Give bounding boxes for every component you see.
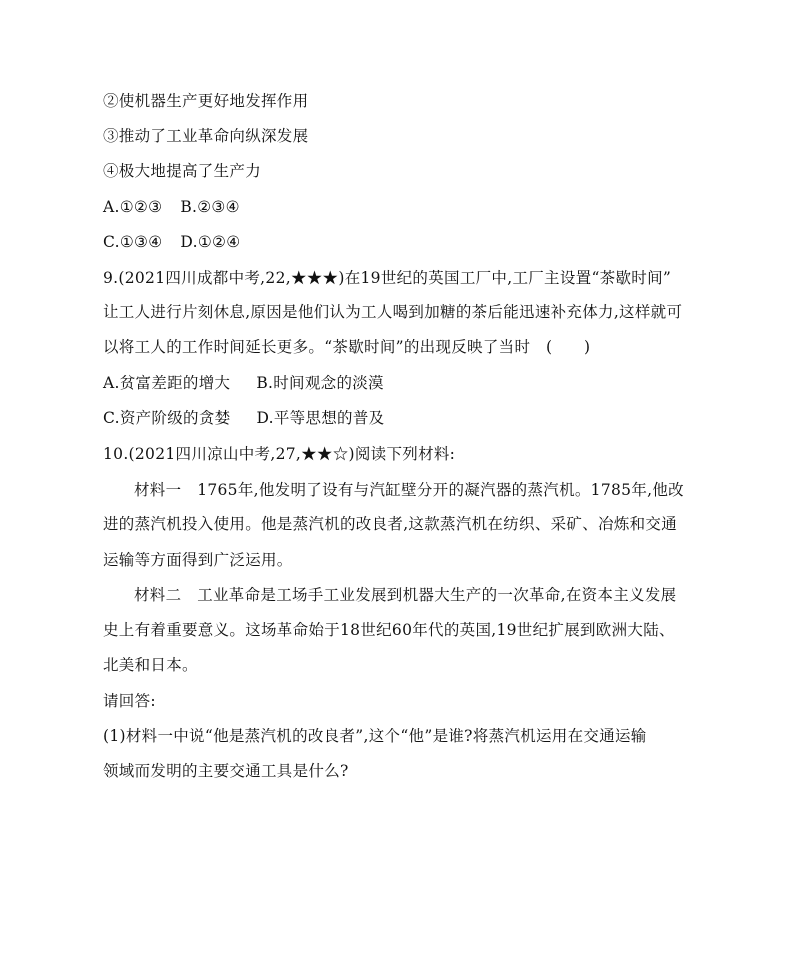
choice-row-ab [103, 197, 703, 217]
option-line-2 [103, 91, 703, 111]
question-10-heading [103, 444, 703, 464]
prompt-text: 请回答: [103, 692, 156, 710]
material-2-line-3 [103, 655, 703, 675]
question-text: 让工人进行片刻休息,原因是他们认为工人喝到加糖的茶后能迅速补充体力,这样就可 [103, 303, 683, 321]
option-line-3 [103, 126, 703, 146]
material-2-line-1 [134, 585, 734, 605]
option-text: ③推动了工业革命向纵深发展 [103, 127, 309, 145]
material-1-line-3 [103, 550, 703, 570]
sub-question-1-line-2 [103, 761, 703, 781]
material-text: 北美和日本。 [103, 656, 198, 674]
choice-d: D.①②④ [180, 233, 241, 251]
q9-choice-a: A.贫富差距的增大 [103, 374, 231, 392]
sub-question-1-line-1 [103, 726, 703, 746]
choice-b: B.②③④ [180, 198, 240, 216]
question-text: (1)材料一中说“他是蒸汽机的改良者”,这个“他”是谁?将蒸汽机运用在交通运输 [103, 727, 647, 745]
q9-choice-c: C.资产阶级的贪婪 [103, 409, 231, 427]
question-9-line-1 [103, 268, 703, 288]
choice-a: A.①②③ [103, 198, 163, 216]
q9-choice-row-cd [103, 408, 703, 428]
question-9-line-3 [103, 337, 703, 357]
material-text: 进的蒸汽机投入使用。他是蒸汽机的改良者,这款蒸汽机在纺织、采矿、冶炼和交通 [103, 515, 678, 533]
material-2-line-2 [103, 620, 703, 640]
material-text: 材料一 1765年,他发明了设有与汽缸壁分开的凝汽器的蒸汽机。1785年,他改 [134, 481, 684, 499]
option-text: ④极大地提高了生产力 [103, 162, 262, 180]
choice-c: C.①③④ [103, 233, 163, 251]
q9-choice-d: D.平等思想的普及 [256, 409, 385, 427]
question-text: 领域而发明的主要交通工具是什么? [103, 762, 349, 780]
material-text: 史上有着重要意义。这场革命始于18世纪60年代的英国,19世纪扩展到欧洲大陆、 [103, 621, 675, 639]
material-text: 材料二 工业革命是工场手工业发展到机器大生产的一次革命,在资本主义发展 [134, 586, 677, 604]
question-9-line-2 [103, 302, 703, 322]
material-1-line-2 [103, 514, 703, 534]
material-1-line-1 [134, 480, 734, 500]
question-text: 10.(2021四川凉山中考,27,★★☆)阅读下列材料: [103, 445, 456, 463]
answer-prompt [103, 691, 703, 711]
choice-row-cd [103, 232, 703, 252]
q9-choice-row-ab [103, 373, 703, 393]
option-line-4 [103, 161, 703, 181]
question-text: 以将工人的工作时间延长更多。“茶歇时间”的出现反映了当时 ( ) [103, 338, 591, 356]
q9-choice-b: B.时间观念的淡漠 [256, 374, 384, 392]
option-text: ②使机器生产更好地发挥作用 [103, 92, 309, 110]
material-text: 运输等方面得到广泛运用。 [103, 551, 293, 569]
question-text: 9.(2021四川成都中考,22,★★★)在19世纪的英国工厂中,工厂主设置“茶歇时间” [103, 269, 672, 287]
